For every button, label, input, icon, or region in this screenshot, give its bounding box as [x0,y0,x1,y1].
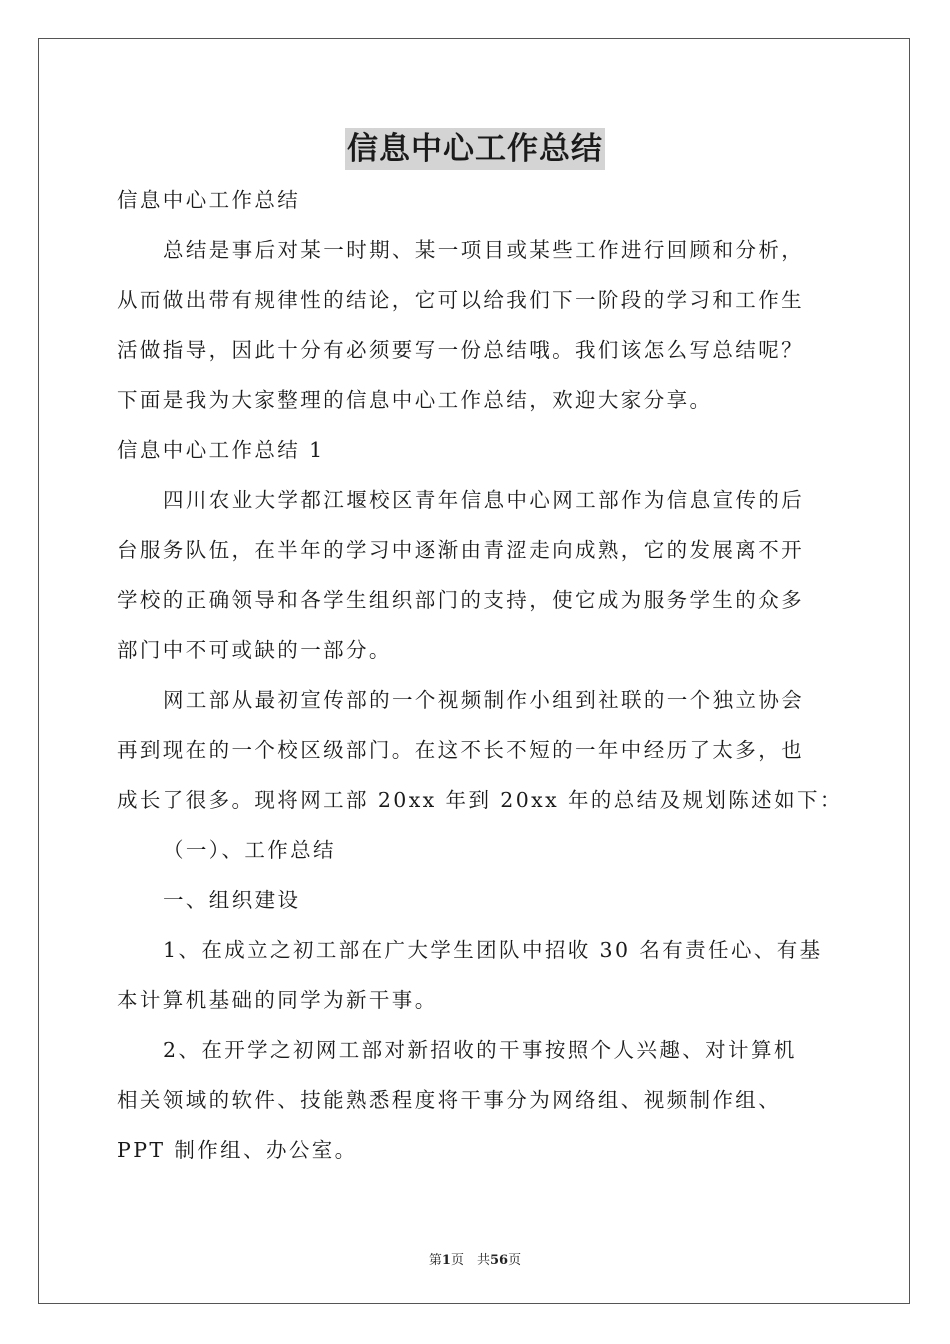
text-line-1: 总结是事后对某一时期、某一项目或某些工作进行回顾和分析， [163,238,805,262]
text-line-0: 信息中心工作总结 [117,188,301,212]
text-line-6: 四川农业大学都江堰校区青年信息中心网工部作为信息宣传的后 [163,488,805,512]
text-line-8: 学校的正确领导和各学生组织部门的支持，使它成为服务学生的众多 [117,588,804,612]
text-line-13: （一）、工作总结 [163,838,336,862]
text-line-5: 信息中心工作总结 1 [117,438,325,462]
text-line-4: 下面是我为大家整理的信息中心工作总结，欢迎大家分享。 [117,388,713,412]
page-current: 1 [441,1253,451,1268]
page-prefix: 第 [428,1253,442,1268]
text-line-12: 成长了很多。现将网工部 20xx 年到 20xx 年的总结及规划陈述如下： [117,788,843,812]
text-line-10: 网工部从最初宣传部的一个视频制作小组到社联的一个独立协会 [163,688,805,712]
page-mid: 页 共 [450,1253,490,1268]
document-body [117,182,843,1182]
title-wrap [0,128,950,170]
page-total: 56 [489,1253,509,1268]
text-line-18: 相关领域的软件、技能熟悉程度将干事分为网络组、视频制作组、 [117,1088,782,1112]
text-line-14: 一、组织建设 [163,888,301,912]
text-line-15: 1、在成立之初工部在广大学生团队中招收 30 名有责任心、有基 [163,938,823,962]
text-line-11: 再到现在的一个校区级部门。在这不长不短的一年中经历了太多，也 [117,738,804,762]
text-line-19: PPT 制作组、办公室。 [117,1138,358,1162]
text-line-7: 台服务队伍，在半年的学习中逐渐由青涩走向成熟，它的发展离不开 [117,538,804,562]
document-title: 信息中心工作总结 [345,128,605,170]
text-line-16: 本计算机基础的同学为新干事。 [117,988,438,1012]
text-line-17: 2、在开学之初网工部对新招收的干事按照个人兴趣、对计算机 [163,1038,797,1062]
page-footer [0,1249,950,1268]
page-suffix: 页 [508,1253,522,1268]
text-line-2: 从而做出带有规律性的结论，它可以给我们下一阶段的学习和工作生 [117,288,804,312]
text-line-9: 部门中不可或缺的一部分。 [117,638,392,662]
text-line-3: 活做指导，因此十分有必须要写一份总结哦。我们该怎么写总结呢？ [117,338,804,362]
